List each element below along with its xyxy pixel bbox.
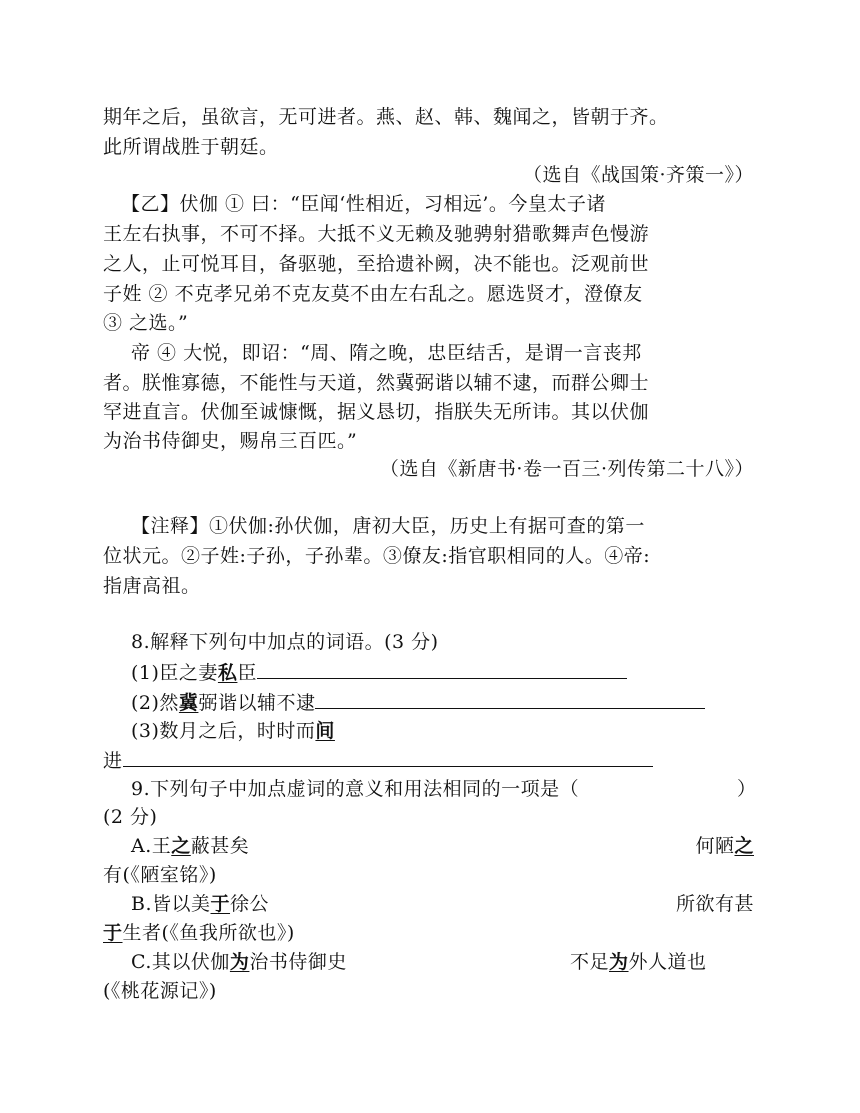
q8-answer-line-3[interactable] xyxy=(123,746,653,767)
q9-option-b-continued: 于生者(《鱼我所欲也》) xyxy=(103,922,295,944)
q8-item-3-continued: 进 xyxy=(103,746,653,775)
passage-a-line-2: 此所谓战胜于朝廷。 xyxy=(103,136,279,158)
passage-b-line-9: 为治书侍御史，赐帛三百匹。” xyxy=(103,430,358,452)
passage-b-line-3: 之人，止可悦耳目，备驱驰，至拾遗补阙，决不能也。泛观前世 xyxy=(103,253,650,275)
q9-option-a-continued: 有(《陋室铭》) xyxy=(103,864,217,886)
passage-b-line-6: 帝 ④ 大悦，即诏：“周、隋之晚，忠臣结舌，是谓一言丧邦 xyxy=(131,342,642,364)
q9-option-b-keyword: 于 xyxy=(210,893,231,915)
q9-option-c-right: 不足为外人道也 xyxy=(570,951,707,973)
passage-a-source: （选自《战国策·齐策一》） xyxy=(522,164,754,186)
passage-b-line-4: 子姓 ② 不克孝兄弟不克友莫不由左右乱之。愿选贤才，澄僚友 xyxy=(103,283,643,305)
passage-b-line-1: 【乙】伏伽 ① 曰：“臣闻‘性相近，习相远’。今皇太子诸 xyxy=(121,193,606,215)
q9-option-c-keyword: 为 xyxy=(229,951,250,973)
q9-stem: 9.下列句子中加点虚词的意义和用法相同的一项是（ xyxy=(131,778,580,800)
q9-option-c-continued: (《桃花源记》) xyxy=(103,980,217,1002)
q9-option-a-keyword: 之 xyxy=(171,835,191,857)
q8-item-1-keyword: 私 xyxy=(217,662,238,684)
passage-b-line-5: ③ 之选。” xyxy=(103,312,189,334)
passage-b-source: （选自《新唐书·卷一百三·列传第二十八》） xyxy=(379,458,754,480)
q9-option-b-right-keyword: 于 xyxy=(103,922,123,944)
passage-b-line-7: 者。朕惟寡德，不能性与天道，然冀弼谐以辅不逮，而群公卿士 xyxy=(103,372,650,394)
q8-answer-line-1[interactable] xyxy=(257,658,627,679)
q8-item-1: (1)臣之妻私臣 xyxy=(131,658,627,687)
q8-stem: 8.解释下列句中加点的词语。(3 分) xyxy=(131,631,439,653)
q9-option-c-left: C.其以伏伽为治书侍御史 xyxy=(131,951,347,973)
q8-item-2: (2)然冀弼谐以辅不逮 xyxy=(131,688,705,717)
q8-item-2-keyword: 冀 xyxy=(178,692,199,714)
q9-option-c-right-keyword: 为 xyxy=(609,951,629,973)
notes-line-1: 【注释】①伏伽:孙伏伽，唐初大臣，历史上有据可查的第一 xyxy=(131,515,645,537)
q9-points: (2 分) xyxy=(103,806,158,828)
q8-item-3-keyword: 间 xyxy=(315,720,335,742)
q9-option-a-right-keyword: 之 xyxy=(734,835,754,857)
q9-option-b-left: B.皆以美于徐公 xyxy=(131,893,270,915)
passage-a-line-1: 期年之后，虽欲言，无可进者。燕、赵、韩、魏闻之，皆朝于齐。 xyxy=(103,106,669,128)
q8-answer-line-2[interactable] xyxy=(315,688,705,709)
notes-line-2: 位状元。②子姓:子孙，子孙辈。③僚友:指官职相同的人。④帝: xyxy=(103,545,651,567)
passage-b-line-2: 王左右执事，不可不择。大抵不义无赖及驰骋射猎歌舞声色慢游 xyxy=(103,223,650,245)
q9-stem-close: ） xyxy=(737,778,757,800)
q9-option-a-left: A.王之蔽甚矣 xyxy=(131,835,250,857)
q9-option-b-right: 所欲有甚 xyxy=(675,893,754,915)
q9-option-a-right: 何陋之 xyxy=(695,835,754,857)
q8-item-3: (3)数月之后，时时而间 xyxy=(131,720,335,742)
passage-b-line-8: 罕进直言。伏伽至诚慷慨，据义恳切，指朕失无所讳。其以伏伽 xyxy=(103,401,650,423)
notes-line-3: 指唐高祖。 xyxy=(103,575,201,597)
